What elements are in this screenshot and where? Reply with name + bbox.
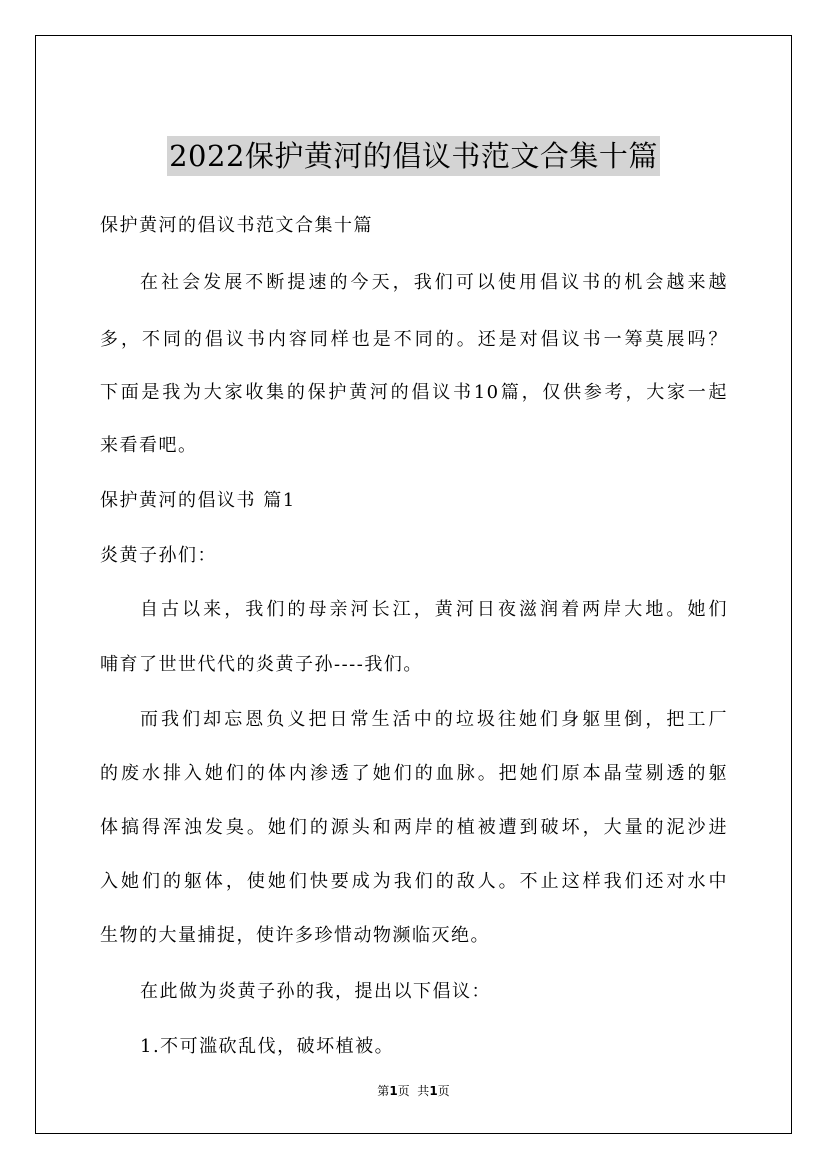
section-heading: 保护黄河的倡议书 篇1 [100,490,296,511]
paragraph-line: 自古以来，我们的母亲河长江，黄河日夜滋润着两岸大地。她们 [140,599,728,620]
footer-page-number: 1 [389,1084,398,1098]
list-item: 1.不可滥砍乱伐，破坏植被。 [140,1036,395,1057]
subtitle-line: 保护黄河的倡议书范文合集十篇 [100,215,373,236]
footer-total-pages: 1 [429,1084,438,1098]
document-title: 2022保护黄河的倡议书范文合集十篇 [167,136,660,176]
paragraph-line: 下面是我为大家收集的保护黄河的倡议书10篇，仅供参考，大家一起 [100,382,728,403]
paragraph-line: 在社会发展不断提速的今天，我们可以使用倡议书的机会越来越 [140,272,728,293]
paragraph-line: 哺育了世世代代的炎黄子孙----我们。 [100,654,423,675]
title-container [36,136,791,176]
paragraph-line: 而我们却忘恩负义把日常生活中的垃圾往她们身躯里倒，把工厂 [140,709,728,730]
footer-page-prefix: 第 [377,1084,390,1098]
paragraph-line: 在此做为炎黄子孙的我，提出以下倡议： [140,981,491,1002]
paragraph-line: 生物的大量捕捉，使许多珍惜动物濒临灭绝。 [100,925,490,946]
page-footer [36,1083,791,1099]
salutation-line: 炎黄子孙们： [100,545,217,566]
footer-page-middle: 页 共 [397,1084,430,1098]
paragraph-line: 来看看吧。 [100,435,198,456]
paragraph-line: 体搞得浑浊发臭。她们的源头和两岸的植被遭到破坏，大量的泥沙进 [100,817,728,838]
paragraph-line: 的废水排入她们的体内渗透了她们的血脉。把她们原本晶莹剔透的躯 [100,763,728,784]
document-page [35,35,792,1134]
paragraph-line: 多，不同的倡议书内容同样也是不同的。还是对倡议书一筹莫展吗？ [100,329,728,350]
paragraph-line: 入她们的躯体，使她们快要成为我们的敌人。不止这样我们还对水中 [100,871,728,892]
footer-page-suffix: 页 [437,1084,450,1098]
